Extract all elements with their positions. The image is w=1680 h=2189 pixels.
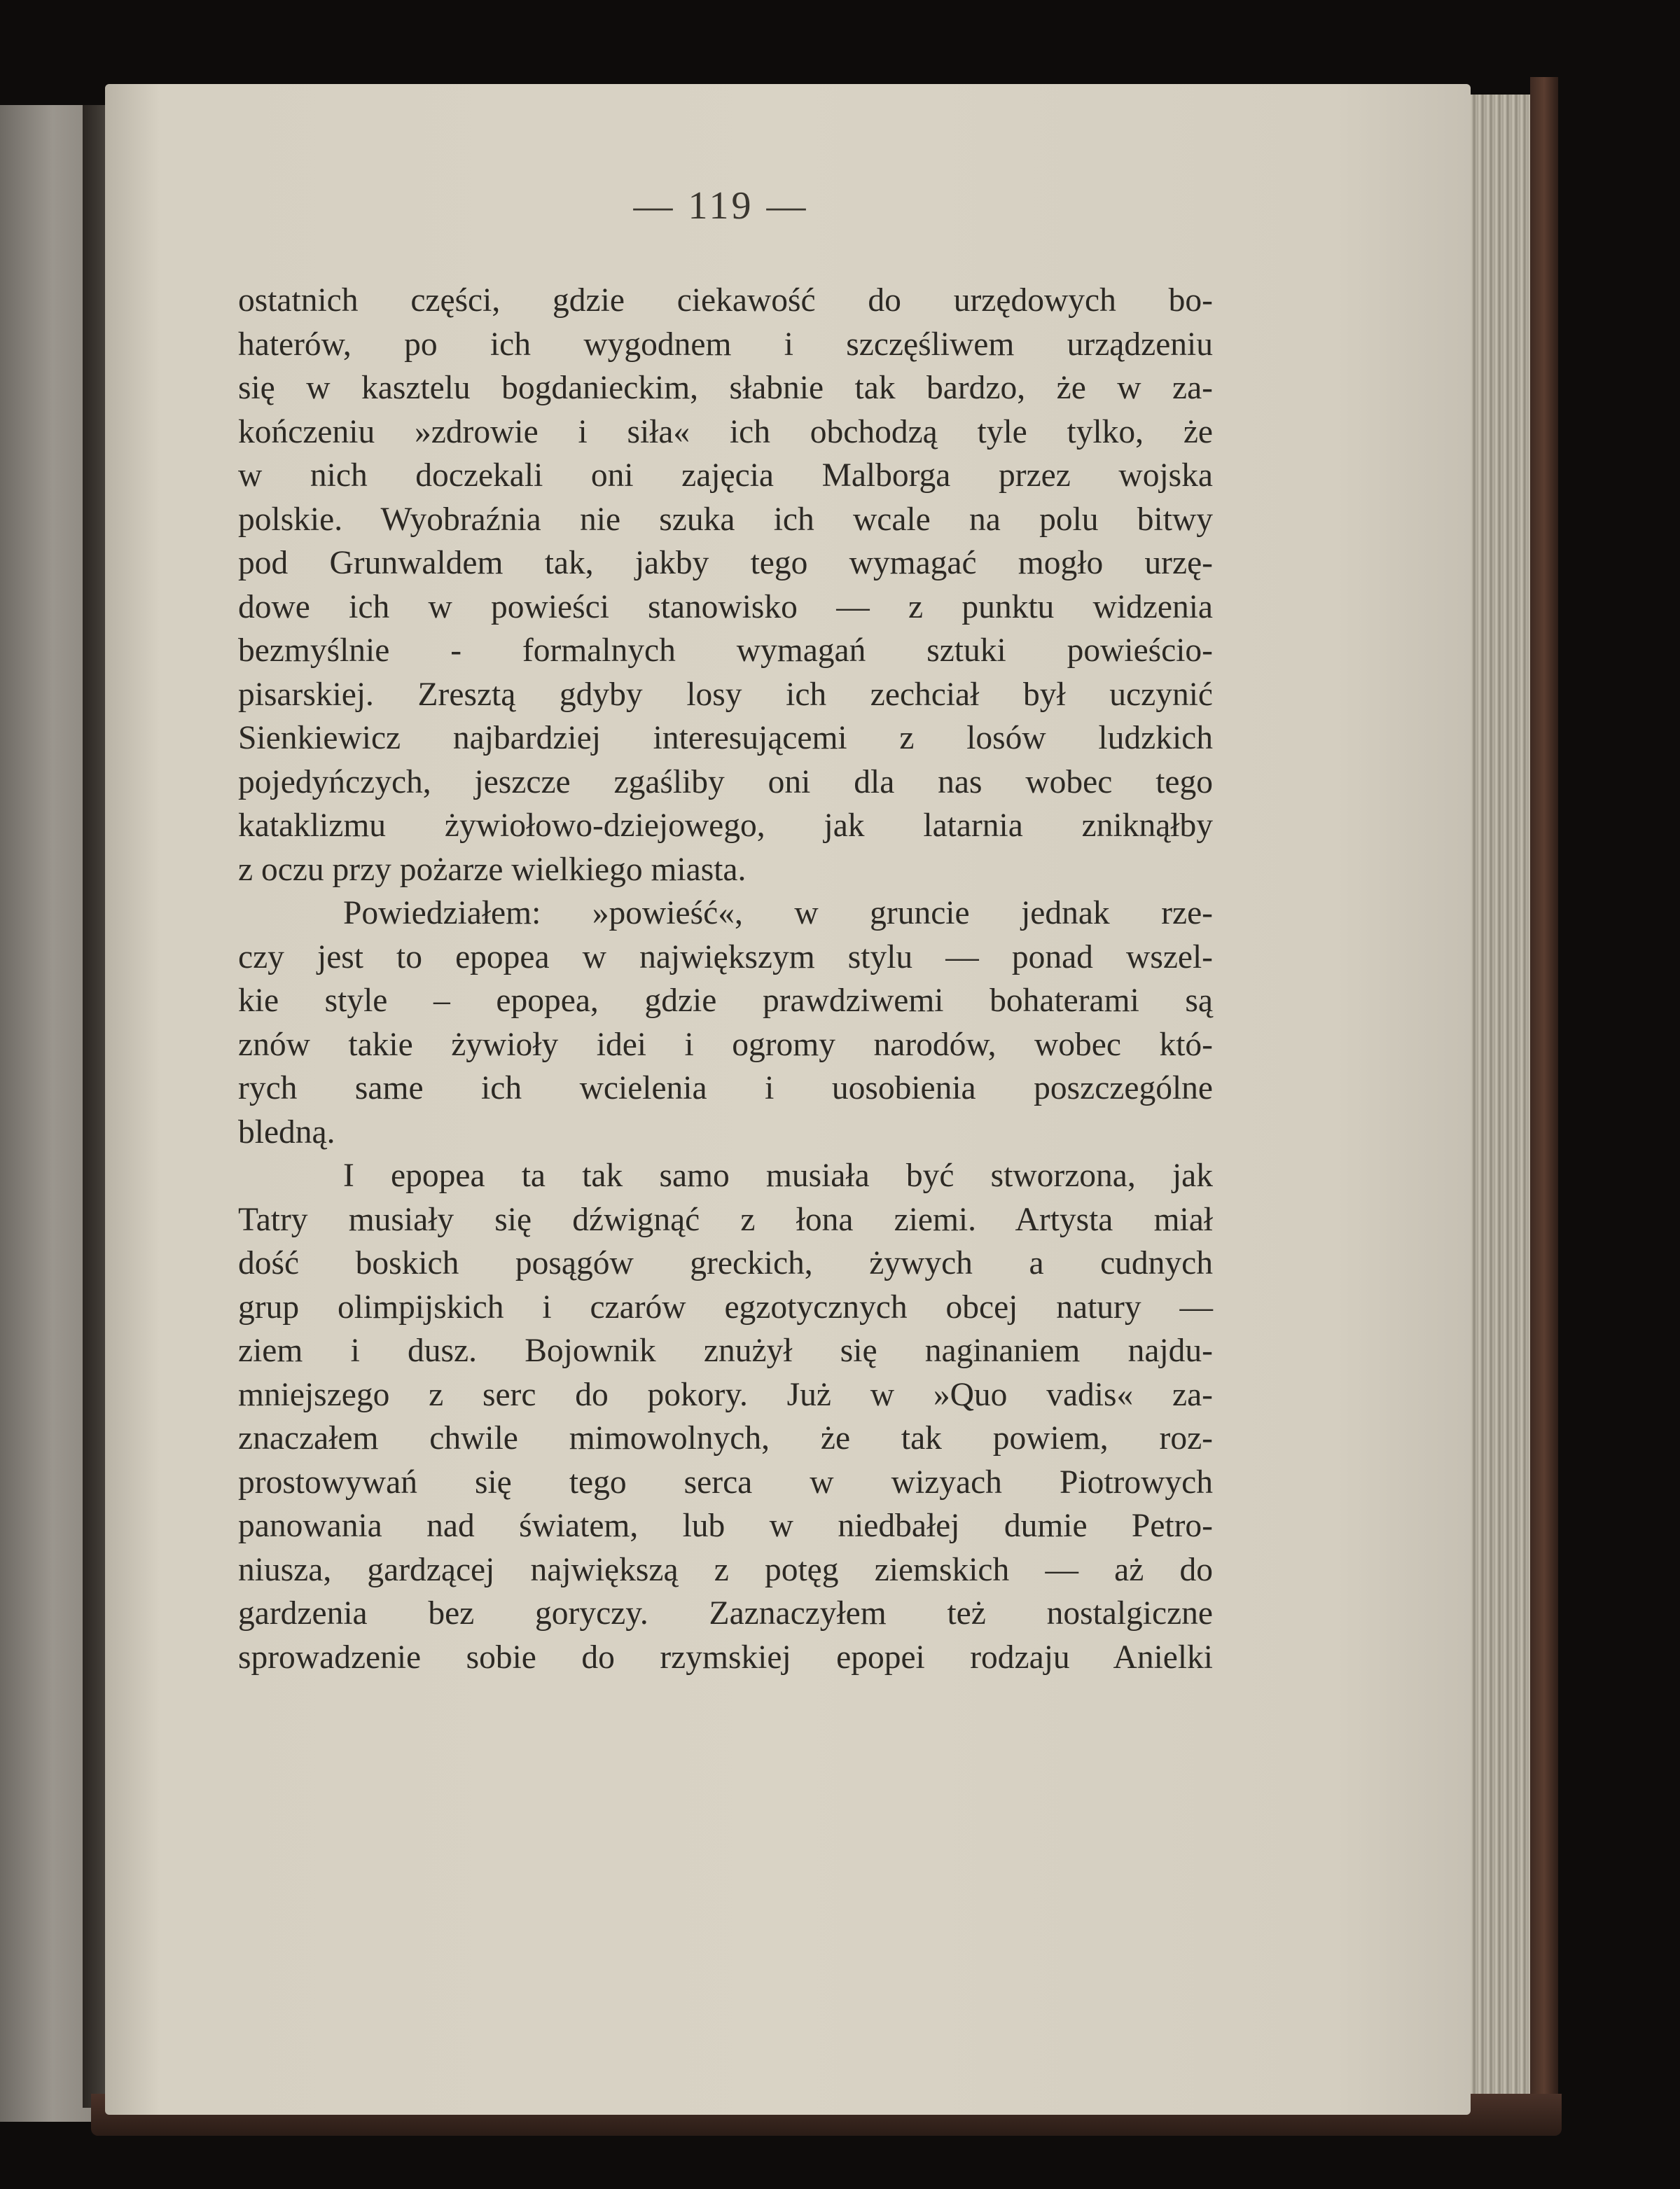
text-line: bezmyślnie - formalnych wymagań sztuki powieścio-: [238, 632, 1213, 669]
text-line: czy jest to epopea w największym stylu — ponad wszel-: [238, 938, 1213, 975]
text-line: polskie. Wyobraźnia nie szuka ich wcale na polu bitwy: [238, 501, 1213, 538]
text-line: znów takie żywioły idei i ogromy narodów, wobec któ-: [238, 1026, 1213, 1063]
body-text: [238, 279, 1213, 1679]
text-line: I epopea ta tak samo musiała być stworzona, jak: [343, 1158, 1213, 1194]
text-line: dość boskich posągów greckich, żywych a cudnych: [238, 1245, 1213, 1281]
text-line: pod Grunwaldem tak, jakby tego wymagać mogło urzę-: [238, 545, 1213, 581]
page-number: — 119 —: [633, 184, 809, 228]
text-line: gardzenia bez goryczy. Zaznaczyłem też nostalgiczne: [238, 1595, 1213, 1632]
text-line: rych same ich wcielenia i uosobienia poszczególne: [238, 1070, 1213, 1106]
text-line: grup olimpijskich i czarów egzotycznych obcej natury —: [238, 1288, 1213, 1326]
text-line: kie style – epopea, gdzie prawdziwemi bohaterami są: [238, 982, 1213, 1019]
text-line: Tatry musiały się dźwignąć z łona ziemi. Artysta miał: [238, 1201, 1213, 1238]
text-line: kończeniu »zdrowie i siła« ich obchodzą tyle tylko, że: [238, 413, 1213, 450]
text-line: Powiedziałem: »powieść«, w gruncie jednak rze-: [343, 895, 1213, 931]
text-line: pisarskiej. Zresztą gdyby losy ich zechciał był uczynić: [238, 676, 1213, 713]
text-line: się w kasztelu bogdanieckim, słabnie tak bardzo, że w za-: [238, 370, 1213, 406]
text-line: dowe ich w powieści stanowisko — z punktu widzenia: [238, 588, 1213, 625]
text-line: panowania nad światem, lub w niedbałej dumie Petro-: [238, 1508, 1213, 1544]
text-line: ostatnich części, gdzie ciekawość do urzędowych bo-: [238, 282, 1213, 319]
text-line: znaczałem chwile mimowolnych, że tak powiem, roz-: [238, 1420, 1213, 1457]
text-line: ziem i dusz. Bojownik znużył się naginaniem najdu-: [238, 1333, 1213, 1369]
text-line: haterów, po ich wygodnem i szczęśliwem urządzeniu: [238, 326, 1213, 363]
book-cover-edge: [1530, 77, 1558, 2122]
text-line: prostowywań się tego serca w wizyach Piotrowych: [238, 1464, 1213, 1501]
text-line: sprowadzenie sobie do rzymskiej epopei rodzaju Anielki: [238, 1639, 1213, 1676]
text-line: niusza, gardzącej największą z potęg ziemskich — aż do: [238, 1551, 1213, 1588]
text-line: pojedyńczych, jeszcze zgaśliby oni dla nas wobec tego: [238, 763, 1213, 800]
text-line: kataklizmu żywiołowo-dziejowego, jak latarnia zniknąłby: [238, 807, 1213, 844]
text-line: z oczu przy pożarze wielkiego miasta.: [238, 851, 747, 888]
text-line: mniejszego z serc do pokory. Już w »Quo vadis« za-: [238, 1376, 1213, 1413]
text-line: Sienkiewicz najbardziej interesującemi z losów ludzkich: [238, 720, 1213, 756]
text-line: w nich doczekali oni zajęcia Malborga przez wojska: [238, 457, 1213, 494]
text-line: bledną.: [238, 1113, 335, 1151]
